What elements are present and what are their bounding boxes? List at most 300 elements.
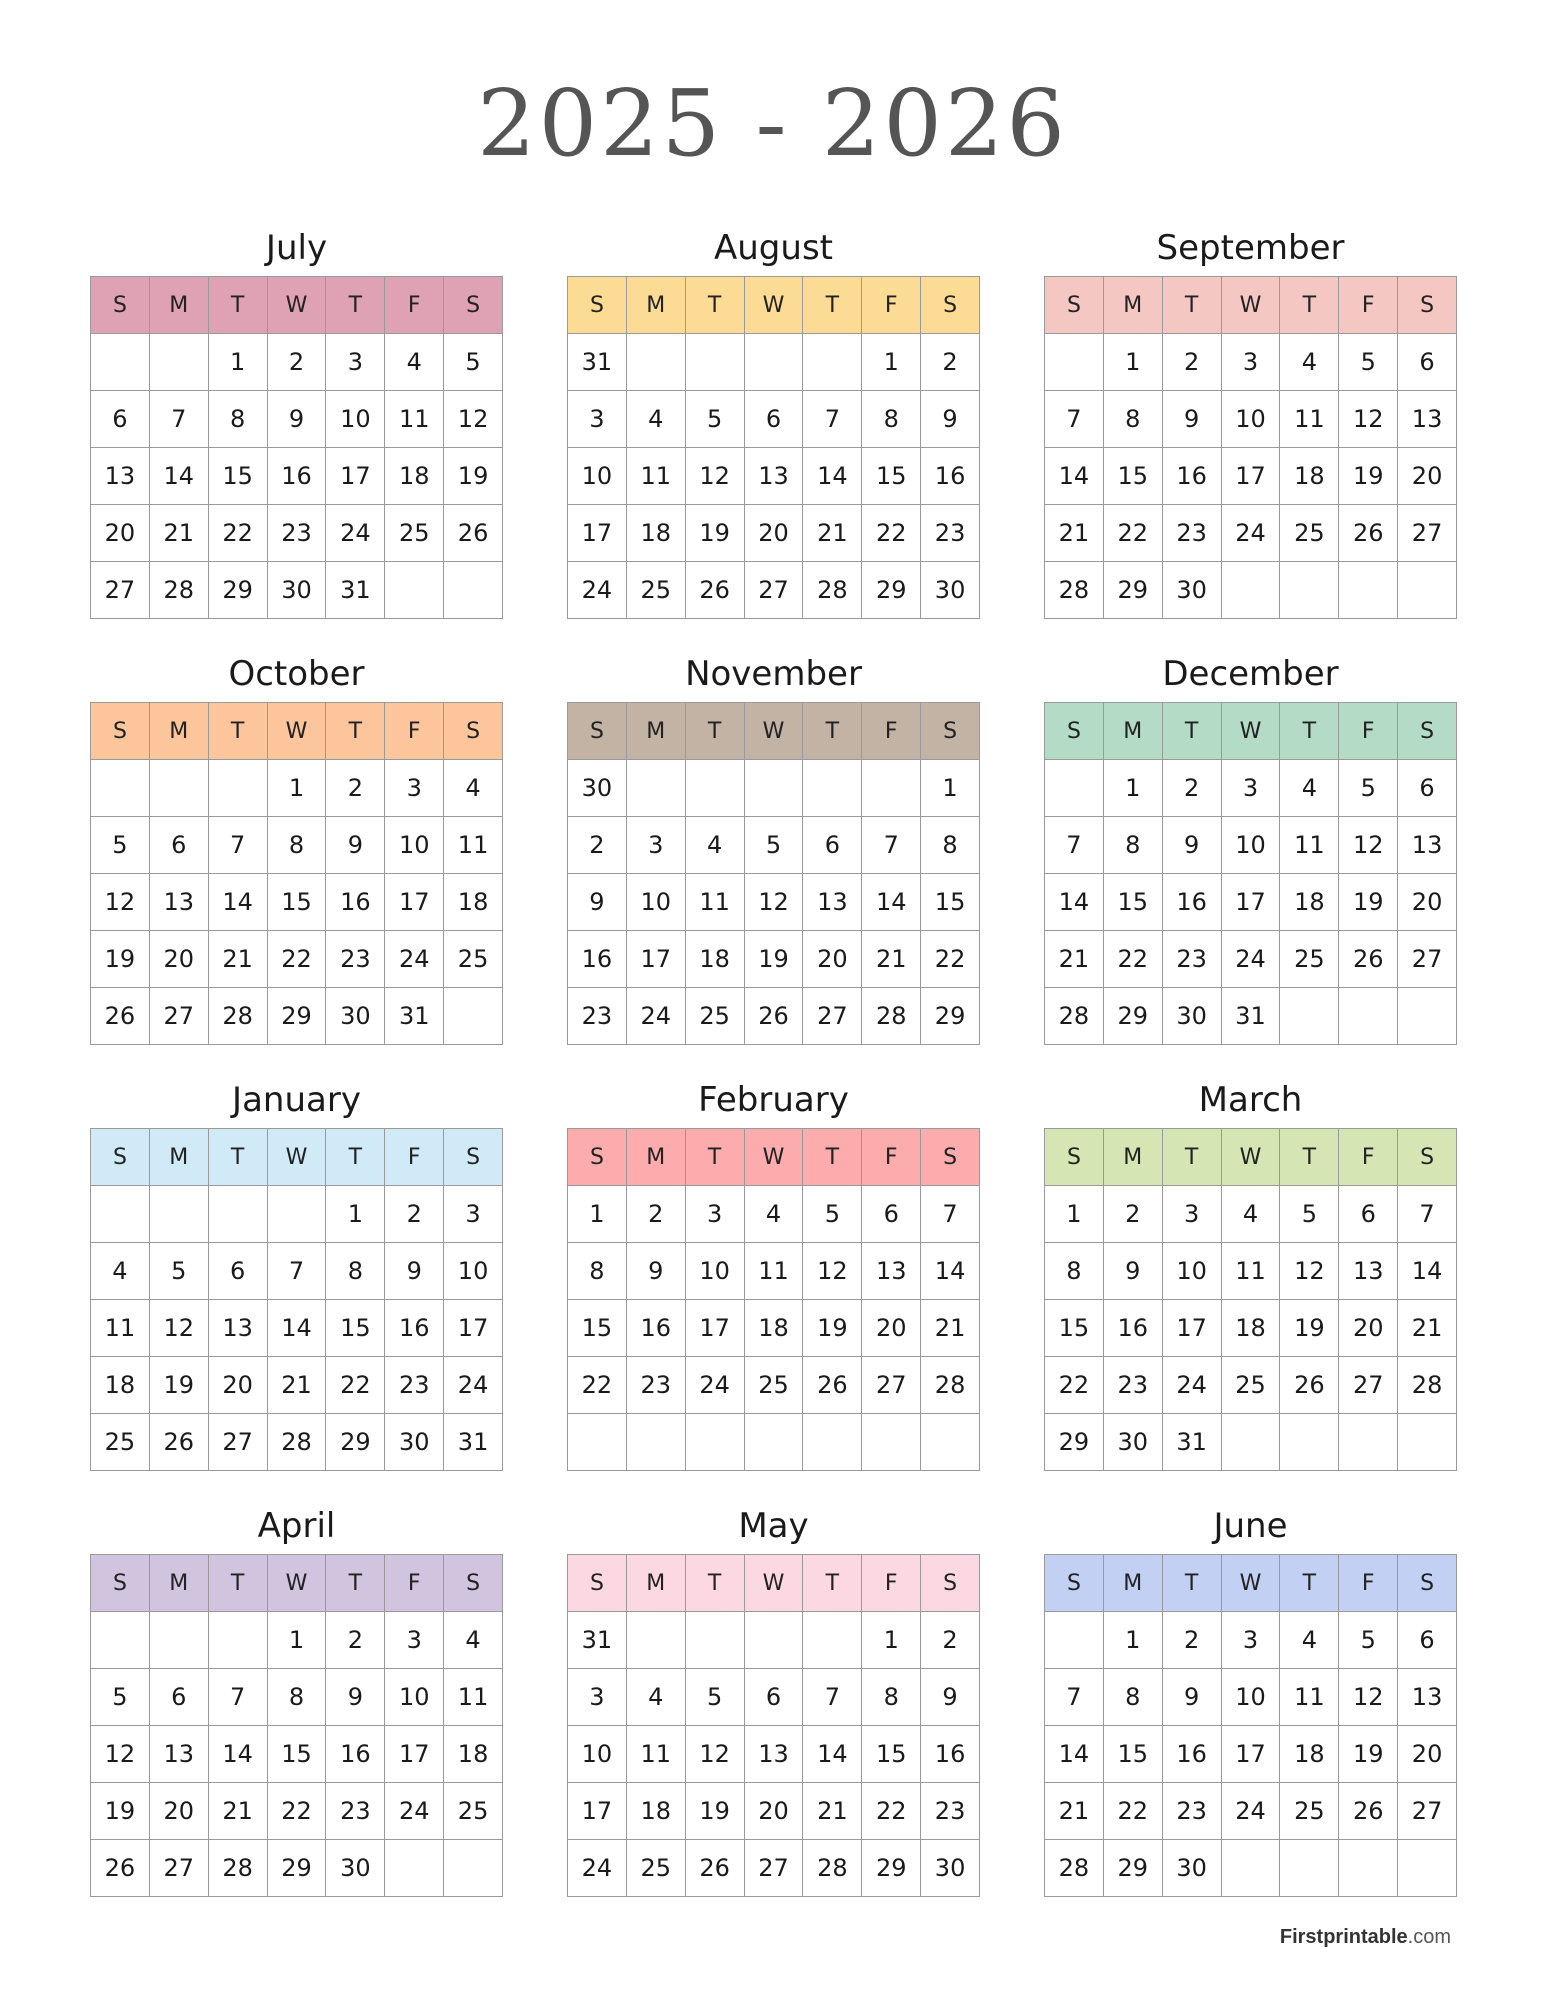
day-cell: 17 [1163,1300,1222,1357]
weekday-header: W [268,703,327,760]
day-cell: 5 [803,1186,862,1243]
day-cell: 14 [1045,874,1104,931]
day-cell: 14 [862,874,921,931]
day-cell: 10 [627,874,686,931]
day-cell: 20 [803,931,862,988]
day-cell: 18 [627,505,686,562]
day-cell: 26 [1339,1783,1398,1840]
day-cell: 30 [326,988,385,1045]
day-cell: 13 [209,1300,268,1357]
empty-day-cell [568,1414,627,1471]
day-cell: 20 [745,1783,804,1840]
day-cell: 9 [268,391,327,448]
empty-day-cell [686,334,745,391]
day-cell: 28 [209,988,268,1045]
weekday-header: F [862,1555,921,1612]
day-cell: 24 [1163,1357,1222,1414]
day-cell: 22 [1104,505,1163,562]
day-cell: 2 [1163,760,1222,817]
day-cell: 24 [686,1357,745,1414]
day-cell: 8 [268,1669,327,1726]
day-cell: 6 [1398,1612,1457,1669]
empty-day-cell [745,334,804,391]
day-cell: 14 [1045,1726,1104,1783]
day-cell: 2 [326,760,385,817]
day-cell: 22 [862,1783,921,1840]
day-cell: 12 [91,1726,150,1783]
day-cell: 23 [1163,1783,1222,1840]
month-name: January [232,1080,361,1120]
day-cell: 26 [150,1414,209,1471]
empty-day-cell [1222,1414,1281,1471]
weekday-header: T [209,1555,268,1612]
weekday-header: W [1222,703,1281,760]
day-cell: 12 [91,874,150,931]
day-cell: 15 [1104,874,1163,931]
weekday-header: T [803,1129,862,1186]
day-cell: 2 [568,817,627,874]
day-cell: 16 [627,1300,686,1357]
day-cell: 1 [1045,1186,1104,1243]
page-title: 2025 - 2026 [477,70,1068,177]
weekday-header: W [1222,277,1281,334]
day-cell: 25 [686,988,745,1045]
day-cell: 26 [1339,505,1398,562]
brand-watermark [1280,1926,1451,1949]
day-cell: 22 [268,931,327,988]
day-cell: 17 [568,1783,627,1840]
empty-day-cell [686,1414,745,1471]
weekday-header: W [1222,1555,1281,1612]
day-cell: 30 [921,562,980,619]
month-name: May [738,1506,809,1546]
weekday-header: T [1280,703,1339,760]
day-cell: 19 [686,1783,745,1840]
empty-day-cell [627,1414,686,1471]
day-cell: 17 [686,1300,745,1357]
weekday-header: S [1045,703,1104,760]
day-cell: 27 [1398,505,1457,562]
day-cell: 11 [1280,1669,1339,1726]
empty-day-cell [745,1612,804,1669]
day-cell: 18 [91,1357,150,1414]
day-cell: 26 [444,505,503,562]
day-cell: 27 [1398,931,1457,988]
weekday-header: W [745,1129,804,1186]
empty-day-cell [209,760,268,817]
empty-day-cell [150,334,209,391]
weekday-header: T [209,1129,268,1186]
day-cell: 20 [150,931,209,988]
day-cell: 3 [1222,760,1281,817]
day-cell: 11 [745,1243,804,1300]
month-grid [90,276,503,619]
weekday-header: M [1104,1129,1163,1186]
day-cell: 7 [1045,1669,1104,1726]
day-cell: 13 [1398,391,1457,448]
day-cell: 16 [326,1726,385,1783]
day-cell: 10 [1222,817,1281,874]
day-cell: 13 [1398,1669,1457,1726]
day-cell: 22 [921,931,980,988]
day-cell: 7 [209,817,268,874]
day-cell: 17 [385,874,444,931]
day-cell: 19 [1280,1300,1339,1357]
day-cell: 8 [862,391,921,448]
day-cell: 1 [862,334,921,391]
empty-day-cell [91,1186,150,1243]
day-cell: 28 [1398,1357,1457,1414]
weekday-header: S [1398,277,1457,334]
empty-day-cell [1045,1612,1104,1669]
weekday-header: T [1280,1555,1339,1612]
month-november [567,652,980,1045]
day-cell: 6 [150,1669,209,1726]
day-cell: 12 [686,448,745,505]
empty-day-cell [1280,988,1339,1045]
day-cell: 1 [862,1612,921,1669]
day-cell: 11 [91,1300,150,1357]
month-grid [567,1128,980,1471]
day-cell: 12 [686,1726,745,1783]
weekday-header: W [1222,1129,1281,1186]
day-cell: 5 [745,817,804,874]
weekday-header: M [150,1129,209,1186]
weekday-header: F [1339,703,1398,760]
day-cell: 16 [1163,448,1222,505]
day-cell: 30 [1104,1414,1163,1471]
day-cell: 8 [568,1243,627,1300]
day-cell: 28 [1045,988,1104,1045]
day-cell: 9 [921,391,980,448]
day-cell: 3 [1222,334,1281,391]
weekday-header: F [385,1129,444,1186]
weekday-header: S [444,1555,503,1612]
month-grid [567,702,980,1045]
day-cell: 21 [209,931,268,988]
day-cell: 15 [568,1300,627,1357]
day-cell: 20 [91,505,150,562]
weekday-header: T [1163,277,1222,334]
day-cell: 19 [745,931,804,988]
day-cell: 1 [568,1186,627,1243]
day-cell: 16 [568,931,627,988]
month-grid [567,1554,980,1897]
weekday-header: S [1045,277,1104,334]
day-cell: 23 [385,1357,444,1414]
weekday-header: W [745,1555,804,1612]
day-cell: 16 [326,874,385,931]
day-cell: 26 [1280,1357,1339,1414]
day-cell: 19 [1339,874,1398,931]
day-cell: 18 [745,1300,804,1357]
day-cell: 24 [385,1783,444,1840]
day-cell: 11 [444,817,503,874]
day-cell: 27 [150,1840,209,1897]
weekday-header: T [1163,1555,1222,1612]
day-cell: 10 [568,1726,627,1783]
day-cell: 15 [1104,448,1163,505]
empty-day-cell [1398,1414,1457,1471]
day-cell: 17 [627,931,686,988]
month-september [1044,226,1457,619]
day-cell: 22 [862,505,921,562]
day-cell: 26 [686,1840,745,1897]
day-cell: 3 [1222,1612,1281,1669]
weekday-header: S [921,703,980,760]
month-name: March [1198,1080,1303,1120]
day-cell: 8 [326,1243,385,1300]
month-may [567,1504,980,1897]
day-cell: 4 [1280,1612,1339,1669]
day-cell: 13 [150,874,209,931]
month-grid [1044,276,1457,619]
weekday-header: S [568,703,627,760]
day-cell: 29 [209,562,268,619]
weekday-header: S [568,1129,627,1186]
day-cell: 22 [326,1357,385,1414]
day-cell: 22 [1045,1357,1104,1414]
day-cell: 15 [209,448,268,505]
day-cell: 25 [385,505,444,562]
day-cell: 27 [1398,1783,1457,1840]
weekday-header: T [1280,1129,1339,1186]
month-october [90,652,503,1045]
month-name: August [714,228,833,268]
day-cell: 18 [444,1726,503,1783]
empty-day-cell [862,760,921,817]
day-cell: 19 [803,1300,862,1357]
day-cell: 12 [1280,1243,1339,1300]
weekday-header: S [568,1555,627,1612]
weekday-header: W [268,1555,327,1612]
day-cell: 25 [1280,1783,1339,1840]
day-cell: 6 [91,391,150,448]
day-cell: 1 [1104,1612,1163,1669]
day-cell: 8 [268,817,327,874]
weekday-header: S [921,1555,980,1612]
day-cell: 9 [627,1243,686,1300]
day-cell: 30 [568,760,627,817]
weekday-header: F [1339,277,1398,334]
day-cell: 24 [627,988,686,1045]
day-cell: 16 [1163,1726,1222,1783]
day-cell: 23 [627,1357,686,1414]
weekday-header: S [444,277,503,334]
weekday-header: T [1280,277,1339,334]
day-cell: 31 [1222,988,1281,1045]
weekday-header: S [1045,1129,1104,1186]
day-cell: 13 [1339,1243,1398,1300]
day-cell: 16 [1163,874,1222,931]
day-cell: 4 [1222,1186,1281,1243]
day-cell: 12 [1339,817,1398,874]
weekday-header: M [1104,703,1163,760]
weekday-header: T [209,703,268,760]
day-cell: 18 [1222,1300,1281,1357]
day-cell: 25 [91,1414,150,1471]
day-cell: 6 [150,817,209,874]
day-cell: 17 [444,1300,503,1357]
weekday-header: M [1104,1555,1163,1612]
month-name: November [685,654,862,694]
day-cell: 13 [745,1726,804,1783]
day-cell: 12 [444,391,503,448]
day-cell: 5 [91,817,150,874]
day-cell: 6 [209,1243,268,1300]
day-cell: 14 [209,874,268,931]
day-cell: 4 [444,760,503,817]
day-cell: 27 [150,988,209,1045]
empty-day-cell [91,760,150,817]
empty-day-cell [803,760,862,817]
day-cell: 6 [1398,760,1457,817]
month-name: July [265,228,328,268]
day-cell: 30 [1163,1840,1222,1897]
weekday-header: F [862,277,921,334]
empty-day-cell [627,1612,686,1669]
day-cell: 6 [745,391,804,448]
day-cell: 3 [326,334,385,391]
day-cell: 6 [1398,334,1457,391]
day-cell: 14 [1398,1243,1457,1300]
weekday-header: F [385,703,444,760]
day-cell: 7 [1045,817,1104,874]
day-cell: 19 [1339,448,1398,505]
weekday-header: S [1398,1129,1457,1186]
empty-day-cell [1339,988,1398,1045]
day-cell: 13 [150,1726,209,1783]
day-cell: 5 [686,1669,745,1726]
day-cell: 30 [1163,988,1222,1045]
day-cell: 9 [1163,1669,1222,1726]
day-cell: 4 [1280,760,1339,817]
weekday-header: M [627,277,686,334]
day-cell: 15 [268,1726,327,1783]
empty-day-cell [1280,1414,1339,1471]
weekday-header: S [1398,1555,1457,1612]
day-cell: 13 [91,448,150,505]
day-cell: 25 [627,1840,686,1897]
day-cell: 4 [627,1669,686,1726]
day-cell: 8 [862,1669,921,1726]
weekday-header: F [1339,1555,1398,1612]
day-cell: 1 [209,334,268,391]
day-cell: 24 [326,505,385,562]
day-cell: 25 [745,1357,804,1414]
empty-day-cell [862,1414,921,1471]
day-cell: 20 [745,505,804,562]
day-cell: 27 [862,1357,921,1414]
day-cell: 25 [1280,505,1339,562]
empty-day-cell [803,1414,862,1471]
day-cell: 13 [803,874,862,931]
day-cell: 10 [385,817,444,874]
weekday-header: S [91,703,150,760]
month-name: December [1162,654,1339,694]
month-name: February [698,1080,849,1120]
empty-day-cell [745,1414,804,1471]
day-cell: 27 [745,1840,804,1897]
day-cell: 15 [862,448,921,505]
day-cell: 22 [1104,931,1163,988]
day-cell: 26 [803,1357,862,1414]
day-cell: 11 [385,391,444,448]
day-cell: 29 [1104,1840,1163,1897]
empty-day-cell [627,760,686,817]
empty-day-cell [1339,1414,1398,1471]
day-cell: 4 [1280,334,1339,391]
day-cell: 21 [921,1300,980,1357]
day-cell: 2 [1163,334,1222,391]
day-cell: 23 [568,988,627,1045]
day-cell: 22 [1104,1783,1163,1840]
day-cell: 3 [568,391,627,448]
day-cell: 31 [326,562,385,619]
month-january [90,1078,503,1471]
weekday-header: F [862,703,921,760]
day-cell: 31 [444,1414,503,1471]
day-cell: 9 [1104,1243,1163,1300]
weekday-header: T [686,1555,745,1612]
day-cell: 2 [385,1186,444,1243]
month-july [90,226,503,619]
weekday-header: F [1339,1129,1398,1186]
day-cell: 18 [385,448,444,505]
day-cell: 11 [627,1726,686,1783]
day-cell: 5 [1339,1612,1398,1669]
empty-day-cell [686,1612,745,1669]
empty-day-cell [921,1414,980,1471]
day-cell: 16 [921,448,980,505]
day-cell: 25 [444,1783,503,1840]
day-cell: 11 [686,874,745,931]
day-cell: 15 [268,874,327,931]
day-cell: 1 [1104,334,1163,391]
day-cell: 4 [686,817,745,874]
day-cell: 1 [1104,760,1163,817]
weekday-header: W [268,1129,327,1186]
month-grid [1044,1554,1457,1897]
day-cell: 16 [1104,1300,1163,1357]
empty-day-cell [385,1840,444,1897]
empty-day-cell [91,1612,150,1669]
weekday-header: T [326,1555,385,1612]
month-grid [90,1128,503,1471]
empty-day-cell [1222,562,1281,619]
day-cell: 9 [326,817,385,874]
month-grid [1044,702,1457,1045]
day-cell: 9 [1163,391,1222,448]
day-cell: 8 [1104,391,1163,448]
day-cell: 29 [1104,562,1163,619]
day-cell: 26 [745,988,804,1045]
day-cell: 26 [91,1840,150,1897]
day-cell: 4 [444,1612,503,1669]
day-cell: 11 [1280,817,1339,874]
day-cell: 24 [568,1840,627,1897]
day-cell: 23 [1104,1357,1163,1414]
day-cell: 30 [1163,562,1222,619]
day-cell: 1 [326,1186,385,1243]
day-cell: 3 [1163,1186,1222,1243]
empty-day-cell [803,1612,862,1669]
day-cell: 18 [1280,448,1339,505]
month-grid [567,276,980,619]
day-cell: 3 [444,1186,503,1243]
day-cell: 30 [268,562,327,619]
day-cell: 22 [568,1357,627,1414]
